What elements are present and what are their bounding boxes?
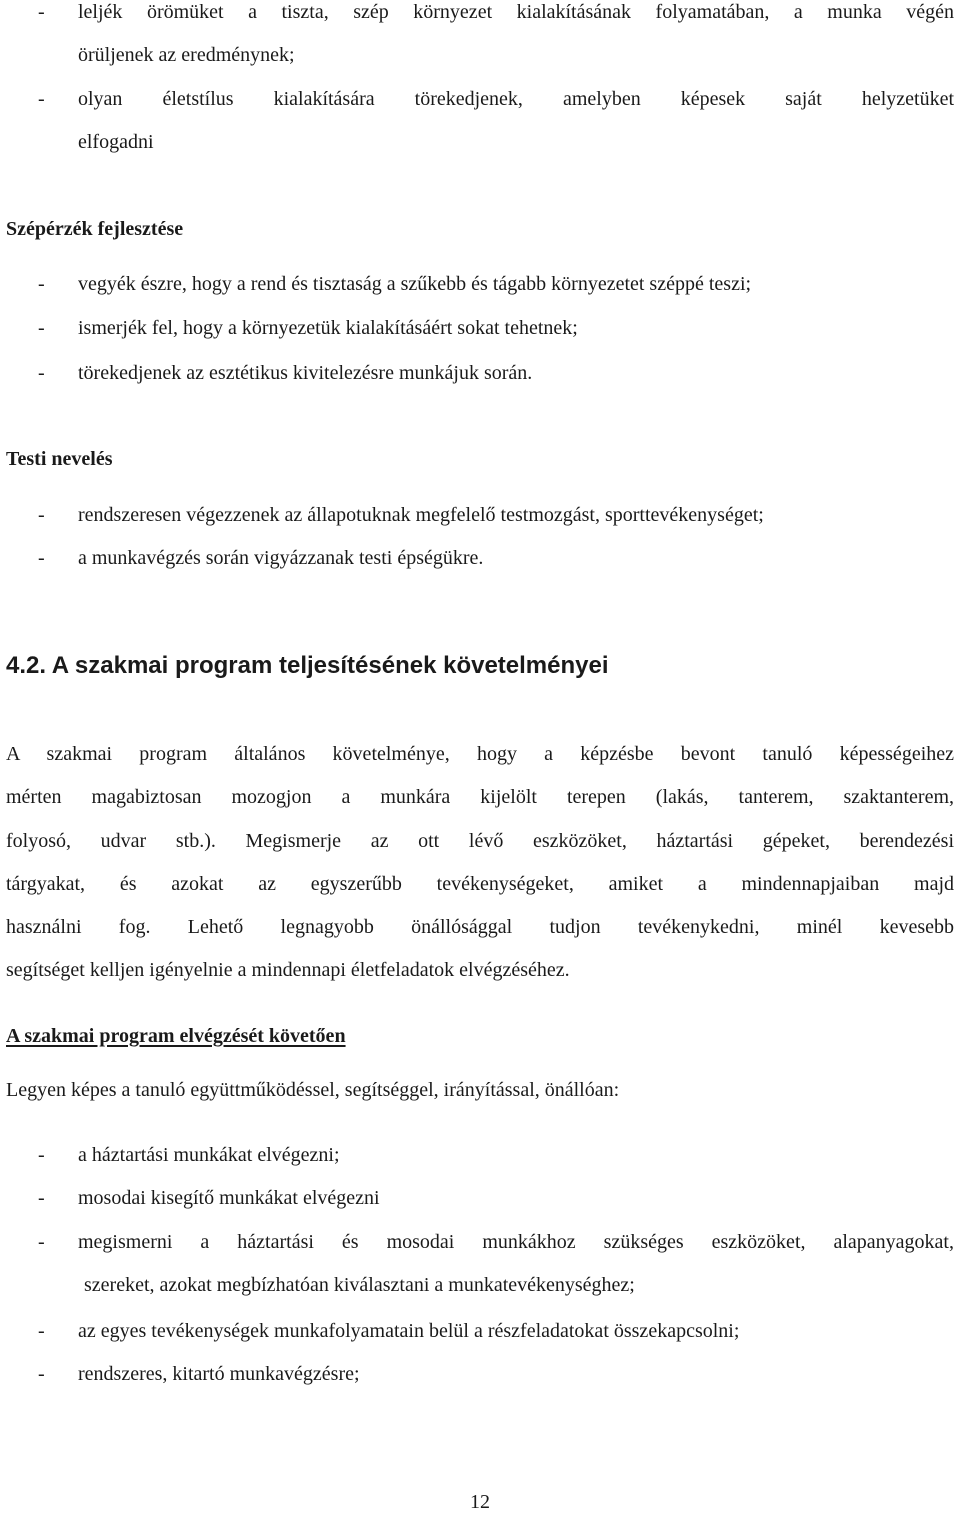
- paragraph-line: A szakmai program általános követelménye, hogy a képzésbe bevont tanuló képességeihez: [6, 743, 954, 765]
- subheading-testi-neveles: Testi nevelés: [6, 448, 113, 470]
- list-marker: -: [38, 547, 45, 569]
- list-item: mosodai kisegítő munkákat elvégezni: [78, 1187, 380, 1209]
- list-marker: -: [38, 1144, 45, 1166]
- page-number: 12: [470, 1491, 490, 1513]
- list-item: rendszeres, kitartó munkavégzésre;: [78, 1363, 360, 1385]
- list-item: az egyes tevékenységek munkafolyamatain belül a részfeladatokat összekapcsolni;: [78, 1320, 740, 1342]
- list-item: megismerni a háztartási és mosodai munkákhoz szükséges eszközöket, alapanyagokat,: [78, 1231, 954, 1253]
- list-marker: -: [38, 1320, 45, 1342]
- list-marker: -: [38, 1363, 45, 1385]
- list-item-continuation: szereket, azokat megbízhatóan kiválasztani a munkatevékenységhez;: [84, 1274, 635, 1296]
- subheading-szeperzek: Szépérzék fejlesztése: [6, 218, 184, 240]
- list-item: rendszeresen végezzenek az állapotuknak megfelelő testmozgást, sporttevékenységet;: [78, 504, 764, 526]
- intro-line: Legyen képes a tanuló együttműködéssel, segítséggel, irányítással, önállóan:: [6, 1079, 620, 1101]
- subheading-after: A szakmai program elvégzését követően: [6, 1025, 346, 1047]
- paragraph-line: tárgyakat, és azokat az egyszerűbb tevékenységeket, amiket a mindennapjaiban majd: [6, 873, 954, 895]
- list-marker: -: [38, 1231, 45, 1253]
- list-item: törekedjenek az esztétikus kivitelezésre munkájuk során.: [78, 362, 533, 384]
- list-marker: -: [38, 317, 45, 339]
- list-item: ismerjék fel, hogy a környezetük kialakításáért sokat tehetnek;: [78, 317, 578, 339]
- list-item: a háztartási munkákat elvégezni;: [78, 1144, 340, 1166]
- paragraph-line: segítséget kelljen igényelnie a mindennapi életfeladatok elvégzéséhez.: [6, 959, 570, 981]
- list-marker: -: [38, 273, 45, 295]
- list-item: olyan életstílus kialakítására törekedjenek, amelyben képesek saját helyzetüket: [78, 88, 954, 110]
- list-item: a munkavégzés során vigyázzanak testi épségükre.: [78, 547, 484, 569]
- list-marker: -: [38, 362, 45, 384]
- section-title: 4.2. A szakmai program teljesítésének követelményei: [6, 652, 609, 679]
- list-item-continuation: elfogadni: [78, 131, 154, 153]
- paragraph-line: használni fog. Lehető legnagyobb önállósággal tudjon tevékenykedni, minél kevesebb: [6, 916, 954, 938]
- paragraph-line: folyosó, udvar stb.). Megismerje az ott lévő eszközöket, háztartási gépeket, berendezési: [6, 830, 954, 852]
- paragraph-line: mérten magabiztosan mozogjon a munkára kijelölt terepen (lakás, tanterem, szaktanterem,: [6, 786, 954, 808]
- list-marker: -: [38, 88, 45, 110]
- list-marker: -: [38, 1187, 45, 1209]
- list-marker: -: [38, 504, 45, 526]
- list-item: vegyék észre, hogy a rend és tisztaság a szűkebb és tágabb környezetet széppé teszi;: [78, 273, 752, 295]
- list-item-continuation: örüljenek az eredménynek;: [78, 44, 295, 66]
- list-item: leljék örömüket a tiszta, szép környezet kialakításának folyamatában, a munka végén: [78, 1, 954, 23]
- list-marker: -: [38, 1, 45, 23]
